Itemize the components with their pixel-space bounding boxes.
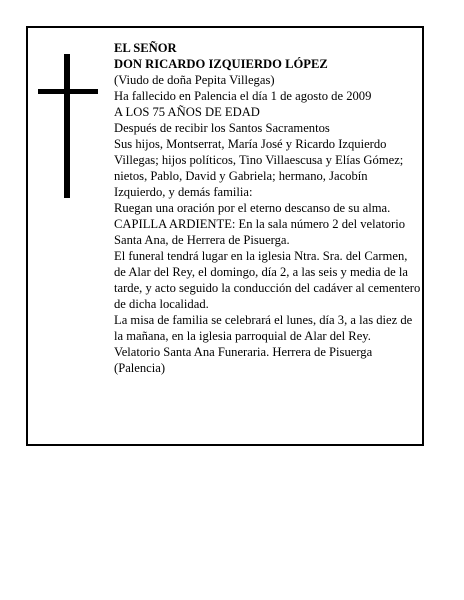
widower-line: (Viudo de doña Pepita Villegas): [114, 73, 275, 87]
deceased-name: DON RICARDO IZQUIERDO LÓPEZ: [114, 57, 328, 71]
age-line: A LOS 75 AÑOS DE EDAD: [114, 105, 260, 119]
notice-heading: EL SEÑOR: [114, 41, 177, 55]
mass-paragraph: La misa de familia se celebrará el lunes, día 3, a las diez de la mañana, en la iglesia parroquial de Alar del Rey.: [114, 313, 413, 343]
obituary-text: [114, 40, 422, 376]
death-line: Ha fallecido en Palencia el día 1 de agosto de 2009: [114, 89, 372, 103]
funeral-paragraph: El funeral tendrá lugar en la iglesia Ntra. Sra. del Carmen, de Alar del Rey, el domingo, día 2, a las seis y media de la tarde, y acto seguido la conducción del cadáver al cementero de dicha localidad.: [114, 249, 421, 311]
obituary-notice: [26, 26, 424, 446]
funeral-home-line: Velatorio Santa Ana Funeraria. Herrera de Pisuerga (Palencia): [114, 345, 373, 375]
cross-icon: [38, 54, 98, 198]
cross-horizontal-bar: [38, 89, 98, 94]
cross-vertical-bar: [64, 54, 70, 198]
prayer-line: Ruegan una oración por el eterno descanso de su alma.: [114, 201, 391, 215]
family-paragraph: Sus hijos, Montserrat, María José y Ricardo Izquierdo Villegas; hijos políticos, Tino Villaescusa y Elías Gómez; nietos, Pablo, David y Gabriela; hermano, Jacobín Izquierdo, y demás familia:: [114, 137, 404, 199]
sacraments-line: Después de recibir los Santos Sacramentos: [114, 121, 330, 135]
chapel-paragraph: CAPILLA ARDIENTE: En la sala número 2 del velatorio Santa Ana, de Herrera de Pisuerga.: [114, 217, 405, 247]
